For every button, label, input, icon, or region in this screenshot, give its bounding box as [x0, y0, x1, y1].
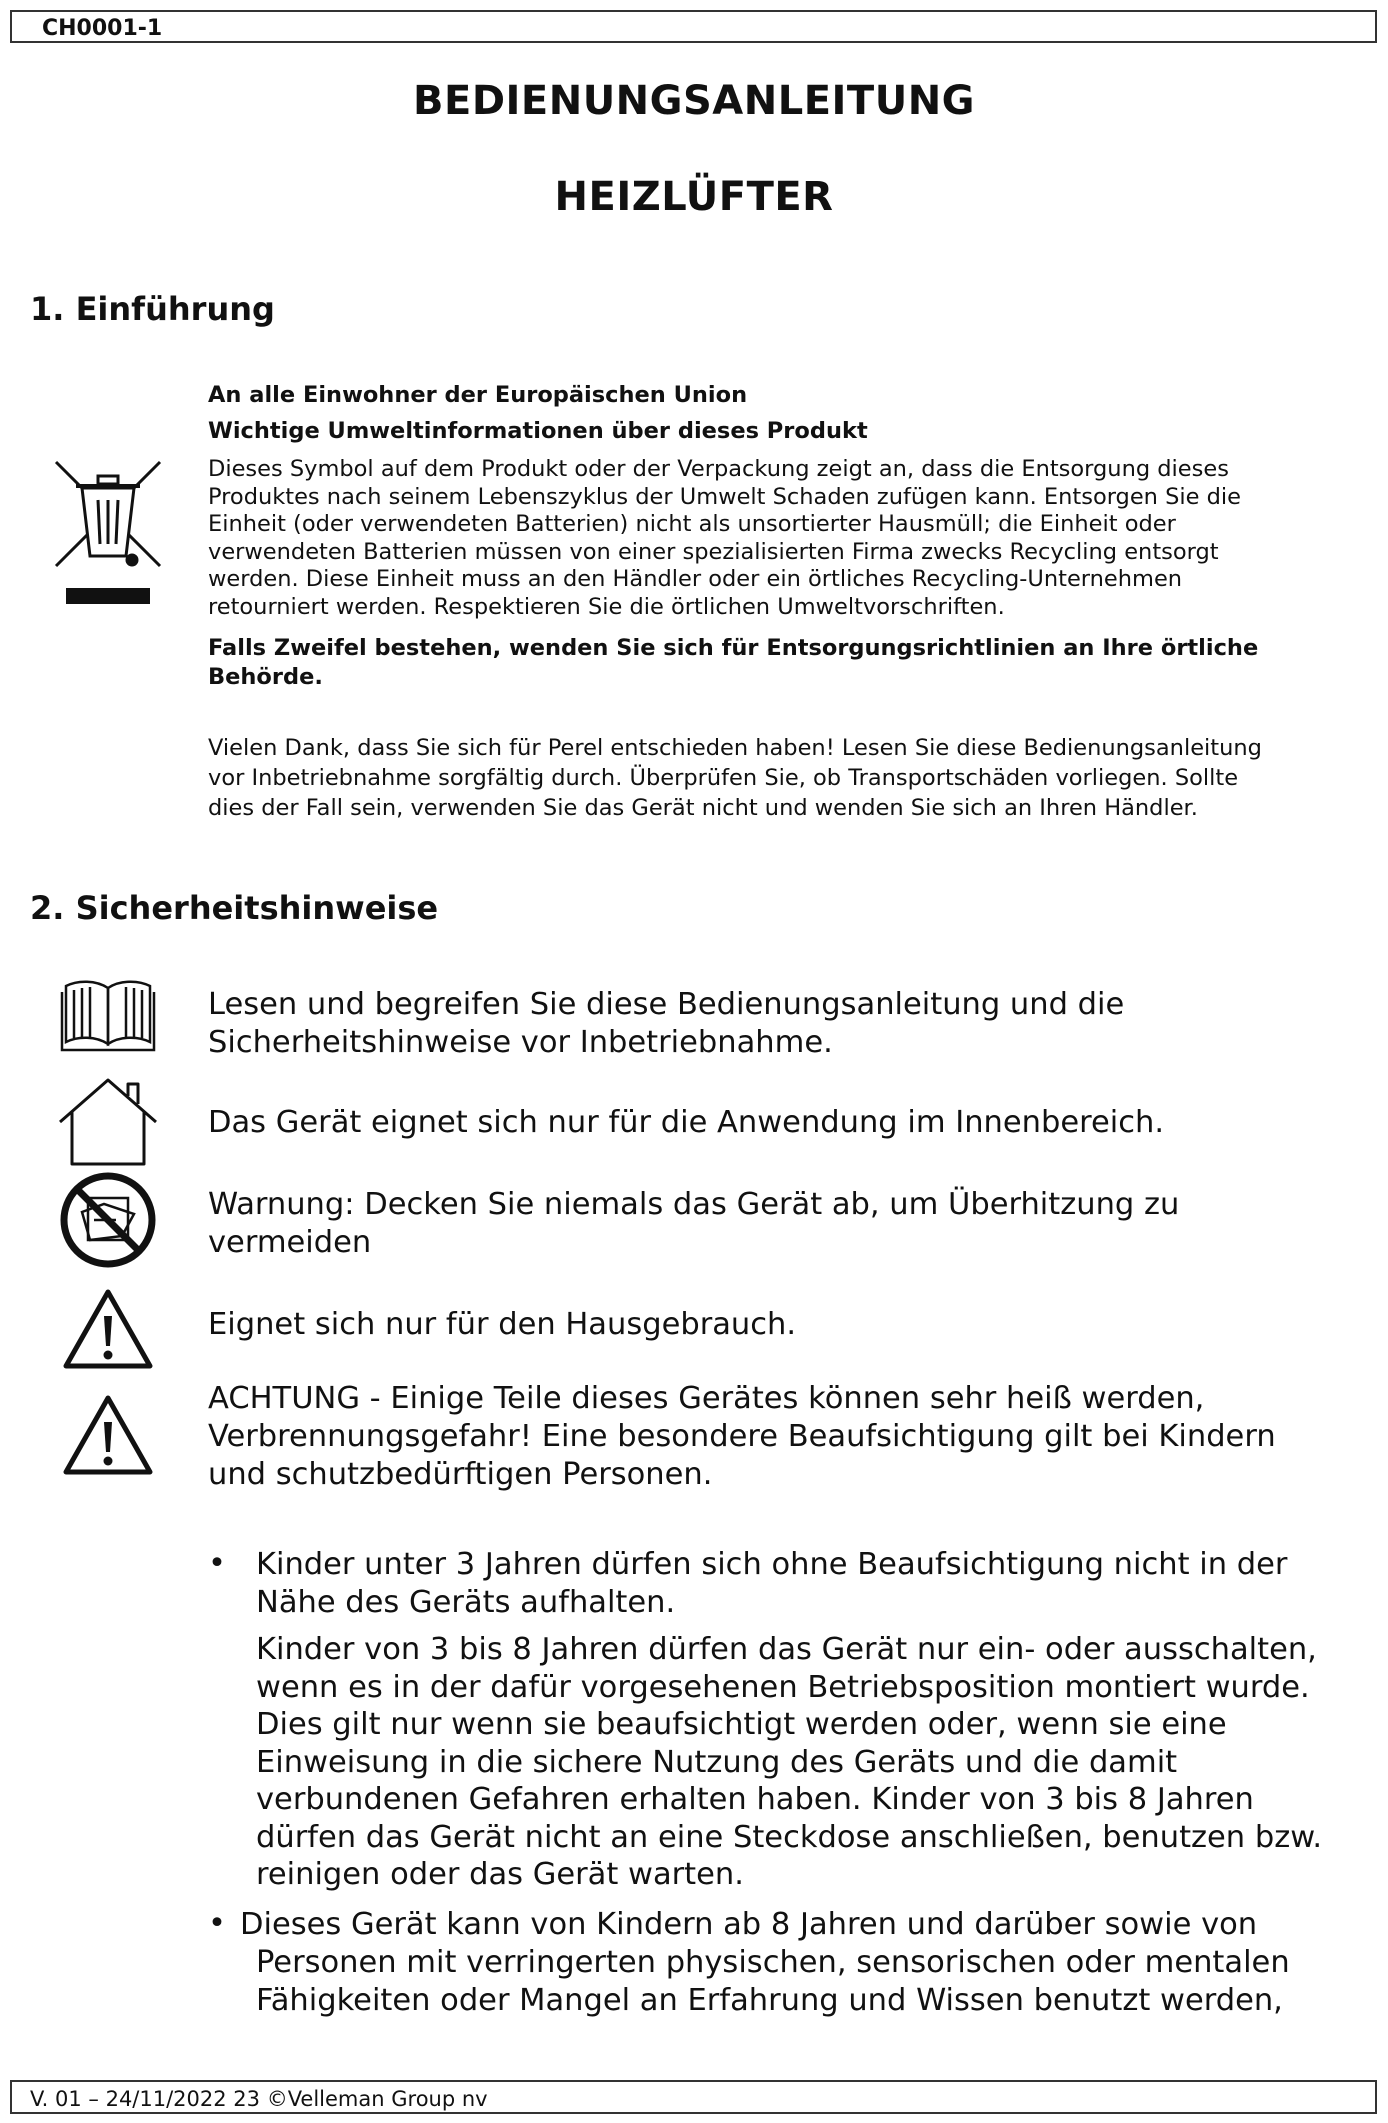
page-subtitle: HEIZLÜFTER: [554, 174, 834, 220]
footer-version: V. 01 – 24/11/2022 23 ©Velleman Group nv: [30, 2087, 488, 2111]
book-icon: [60, 978, 156, 1054]
bullet-children-over-8-cont: Personen mit verringerten physischen, sensorischen oder mentalen Fähigkeiten oder Mangel an Erfahrung und Wissen benutzt werden,: [256, 1945, 1290, 2018]
safety-item-read-manual: Lesen und begreifen Sie diese Bedienungsanleitung und die Sicherheitshinweise vor Inbetriebnahme.: [208, 987, 1125, 1060]
bullet-children-over-8: Dieses Gerät kann von Kindern ab 8 Jahren und darüber sowie von: [240, 1907, 1258, 1942]
weee-paragraph: Dieses Symbol auf dem Produkt oder der Verpackung zeigt an, dass die Entsorgung dieses Produktes nach seinem Lebenszyklus der Umwelt Schaden zufügen kann. Entsorgen Sie die Einheit (oder verwendeten Batterien) nicht als unsortierter Hausmüll; die Einheit oder verwendeten Batterien müssen von einer spezialisierten Firma zwecks Recycling entsorgt werden. Diese Einheit muss an den Händler oder ein örtliches Recycling-Unternehmen retourniert werden. Respektieren Sie die örtlichen Umweltvorschriften.: [208, 456, 1242, 620]
warning-triangle-icon: [62, 1288, 154, 1370]
safety-item-indoor-use: Das Gerät eignet sich nur für die Anwendung im Innenbereich.: [208, 1105, 1165, 1140]
weee-warning: Falls Zweifel bestehen, wenden Sie sich für Entsorgungsrichtlinien an Ihre örtliche Behörde.: [208, 635, 1259, 690]
bullet-marker: •: [208, 1906, 226, 1941]
bullet-children-3-to-8: Kinder von 3 bis 8 Jahren dürfen das Gerät nur ein- oder ausschalten, wenn es in der dafür vorgesehenen Betriebsposition montiert wurde. Dies gilt nur wenn sie beaufsichtigt werden oder, wenn sie eine Einweisung in die sichere Nutzung des Geräts und die damit verbundenen Gefahren erhalten haben. Kinder von 3 bis 8 Jahren dürfen das Gerät nicht an eine Steckdose anschließen, benutzen bzw. reinigen oder das Gerät warten.: [256, 1632, 1323, 1892]
document-code: CH0001-1: [42, 16, 163, 41]
safety-item-do-not-cover: Warnung: Decken Sie niemals das Gerät ab, um Überhitzung zu vermeiden: [208, 1187, 1180, 1260]
weee-title-env: Wichtige Umweltinformationen über dieses Produkt: [208, 418, 868, 444]
section-2-heading: 2. Sicherheitshinweise: [30, 889, 439, 927]
document-header: [10, 10, 1377, 43]
section-1-heading: 1. Einführung: [30, 290, 275, 328]
thanks-paragraph: Vielen Dank, dass Sie sich für Perel entschieden haben! Lesen Sie diese Bedienungsanleitung vor Inbetriebnahme sorgfältig durch. Überprüfen Sie, ob Transportschäden vorliegen. Sollte dies der Fall sein, verwenden Sie das Gerät nicht und wenden Sie sich an Ihren Händler.: [208, 735, 1262, 821]
bullet-children-under-3: Kinder unter 3 Jahren dürfen sich ohne Beaufsichtigung nicht in der Nähe des Geräts aufhalten.: [256, 1547, 1288, 1620]
page-title: BEDIENUNGSANLEITUNG: [413, 78, 975, 124]
warning-triangle-icon: [62, 1394, 154, 1476]
weee-crossed-bin-icon: [52, 456, 164, 612]
do-not-cover-icon: [58, 1170, 158, 1270]
safety-item-hot-parts: ACHTUNG - Einige Teile dieses Gerätes können sehr heiß werden, Verbrennungsgefahr! Eine besondere Beaufsichtigung gilt bei Kindern und schutzbedürftigen Personen.: [208, 1381, 1276, 1492]
document-footer: [10, 2080, 1377, 2114]
safety-item-household-only: Eignet sich nur für den Hausgebrauch.: [208, 1307, 797, 1342]
house-icon: [56, 1076, 160, 1168]
bullet-marker: •: [208, 1546, 226, 1581]
weee-title-eu: An alle Einwohner der Europäischen Union: [208, 382, 748, 408]
